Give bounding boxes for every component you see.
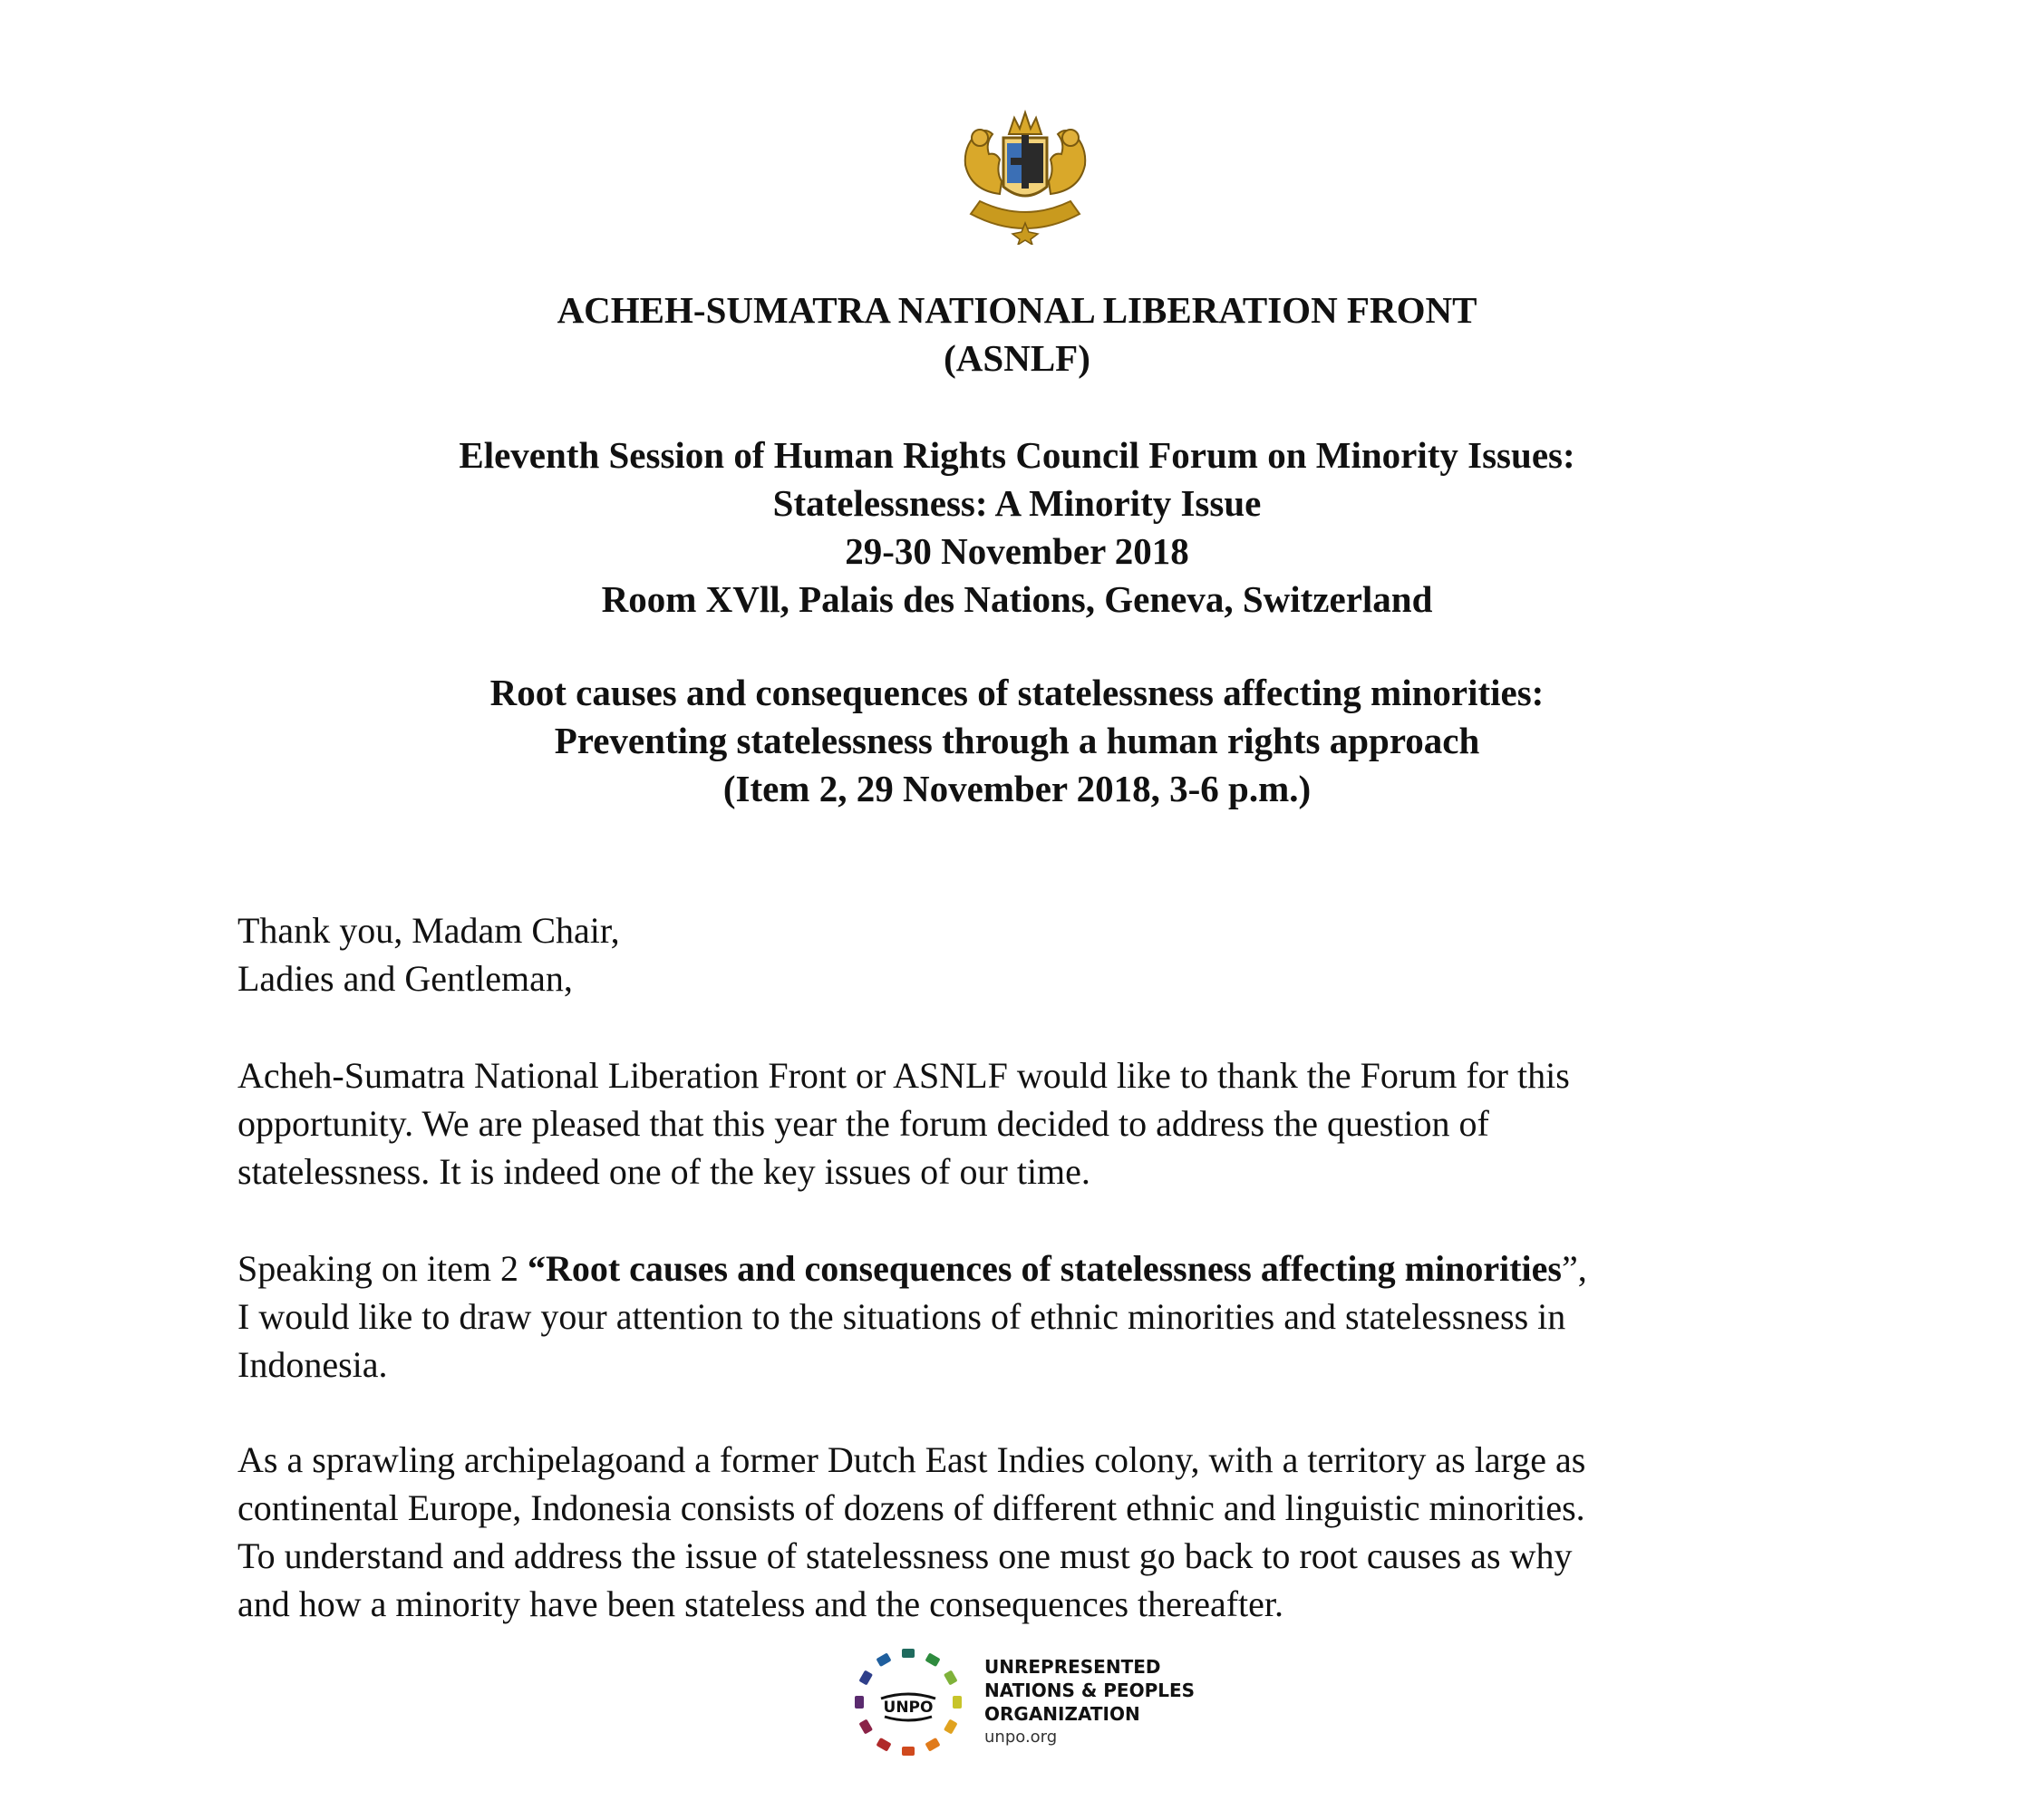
coat-of-arms-icon — [944, 107, 1107, 245]
unpo-wordmark — [984, 1655, 1195, 1749]
unpo-ring-segment — [876, 1652, 891, 1667]
unpo-ring-segment — [855, 1696, 864, 1709]
organization-title — [0, 286, 2034, 382]
unpo-ring-segment — [858, 1718, 873, 1734]
agenda-item-title: Root causes and consequences of statelessness affecting minorities: — [489, 672, 1545, 713]
session-venue: Room XVll, Palais des Nations, Geneva, Switzerland — [601, 578, 1433, 620]
agenda-item-time: (Item 2, 29 November 2018, 3-6 p.m.) — [722, 768, 1312, 809]
unpo-ring-segment — [876, 1738, 891, 1752]
paragraph-line: and how a minority have been stateless and the consequences thereafter. — [237, 1583, 1284, 1624]
quoted-item-title: “Root causes and consequences of statelessness affecting minorities — [527, 1248, 1562, 1289]
agenda-item-subtitle: Preventing statelessness through a human rights approach — [554, 720, 1480, 761]
unpo-ring-segment — [858, 1670, 873, 1685]
unpo-name-line: UNREPRESENTED — [984, 1656, 1161, 1678]
unpo-ring-segment — [953, 1696, 962, 1709]
organization-acronym: (ASNLF) — [944, 337, 1090, 379]
paragraph — [237, 1051, 1833, 1196]
unpo-name-line: ORGANIZATION — [984, 1703, 1140, 1725]
paragraph-text: ”, — [1561, 1248, 1587, 1289]
paragraph-line: Indonesia. — [237, 1344, 388, 1385]
paragraph-line: opportunity. We are pleased that this year the forum decided to address the question of — [237, 1103, 1489, 1144]
agenda-item-heading — [0, 669, 2034, 813]
unpo-ring-segment — [944, 1718, 958, 1734]
unpo-ring-segment — [902, 1649, 915, 1658]
paragraph-line: Acheh-Sumatra National Liberation Front or ASNLF would like to thank the Forum for this — [237, 1055, 1570, 1096]
unpo-ring-logo-icon — [848, 1642, 968, 1762]
paragraph-line: As a sprawling archipelagoand a former Dutch East Indies colony, with a territory as large as — [237, 1439, 1586, 1480]
unpo-url: unpo.org — [984, 1728, 1058, 1747]
session-theme: Statelessness: A Minority Issue — [772, 482, 1262, 524]
unpo-ring-segment — [944, 1670, 958, 1685]
paragraph-line — [237, 1244, 1833, 1292]
session-title: Eleventh Session of Human Rights Council Forum on Minority Issues: — [459, 434, 1575, 476]
session-heading — [0, 431, 2034, 624]
session-dates: 29-30 November 2018 — [845, 530, 1189, 572]
paragraph-line: statelessness. It is indeed one of the key issues of our time. — [237, 1151, 1090, 1192]
unpo-ring-segment — [925, 1738, 940, 1752]
paragraph — [237, 1436, 1833, 1628]
salutation-line: Ladies and Gentleman, — [237, 958, 573, 999]
paragraph-line: continental Europe, Indonesia consists of dozens of different ethnic and linguistic minorities. — [237, 1487, 1585, 1528]
unpo-logo — [848, 1642, 1229, 1760]
unpo-ring-segment — [925, 1652, 940, 1667]
salutation — [237, 906, 1833, 1002]
organization-name: ACHEH-SUMATRA NATIONAL LIBERATION FRONT — [557, 289, 1477, 331]
unpo-acronym: UNPO — [883, 1699, 934, 1717]
salutation-line: Thank you, Madam Chair, — [237, 910, 620, 951]
paragraph-line: I would like to draw your attention to the situations of ethnic minorities and statelessness in — [237, 1296, 1566, 1337]
paragraph — [237, 1244, 1833, 1389]
paragraph-line: To understand and address the issue of statelessness one must go back to root causes as why — [237, 1535, 1573, 1576]
unpo-name-line: NATIONS & PEOPLES — [984, 1680, 1196, 1701]
unpo-ring-segment — [902, 1747, 915, 1756]
paragraph-text: Speaking on item 2 — [237, 1248, 528, 1289]
